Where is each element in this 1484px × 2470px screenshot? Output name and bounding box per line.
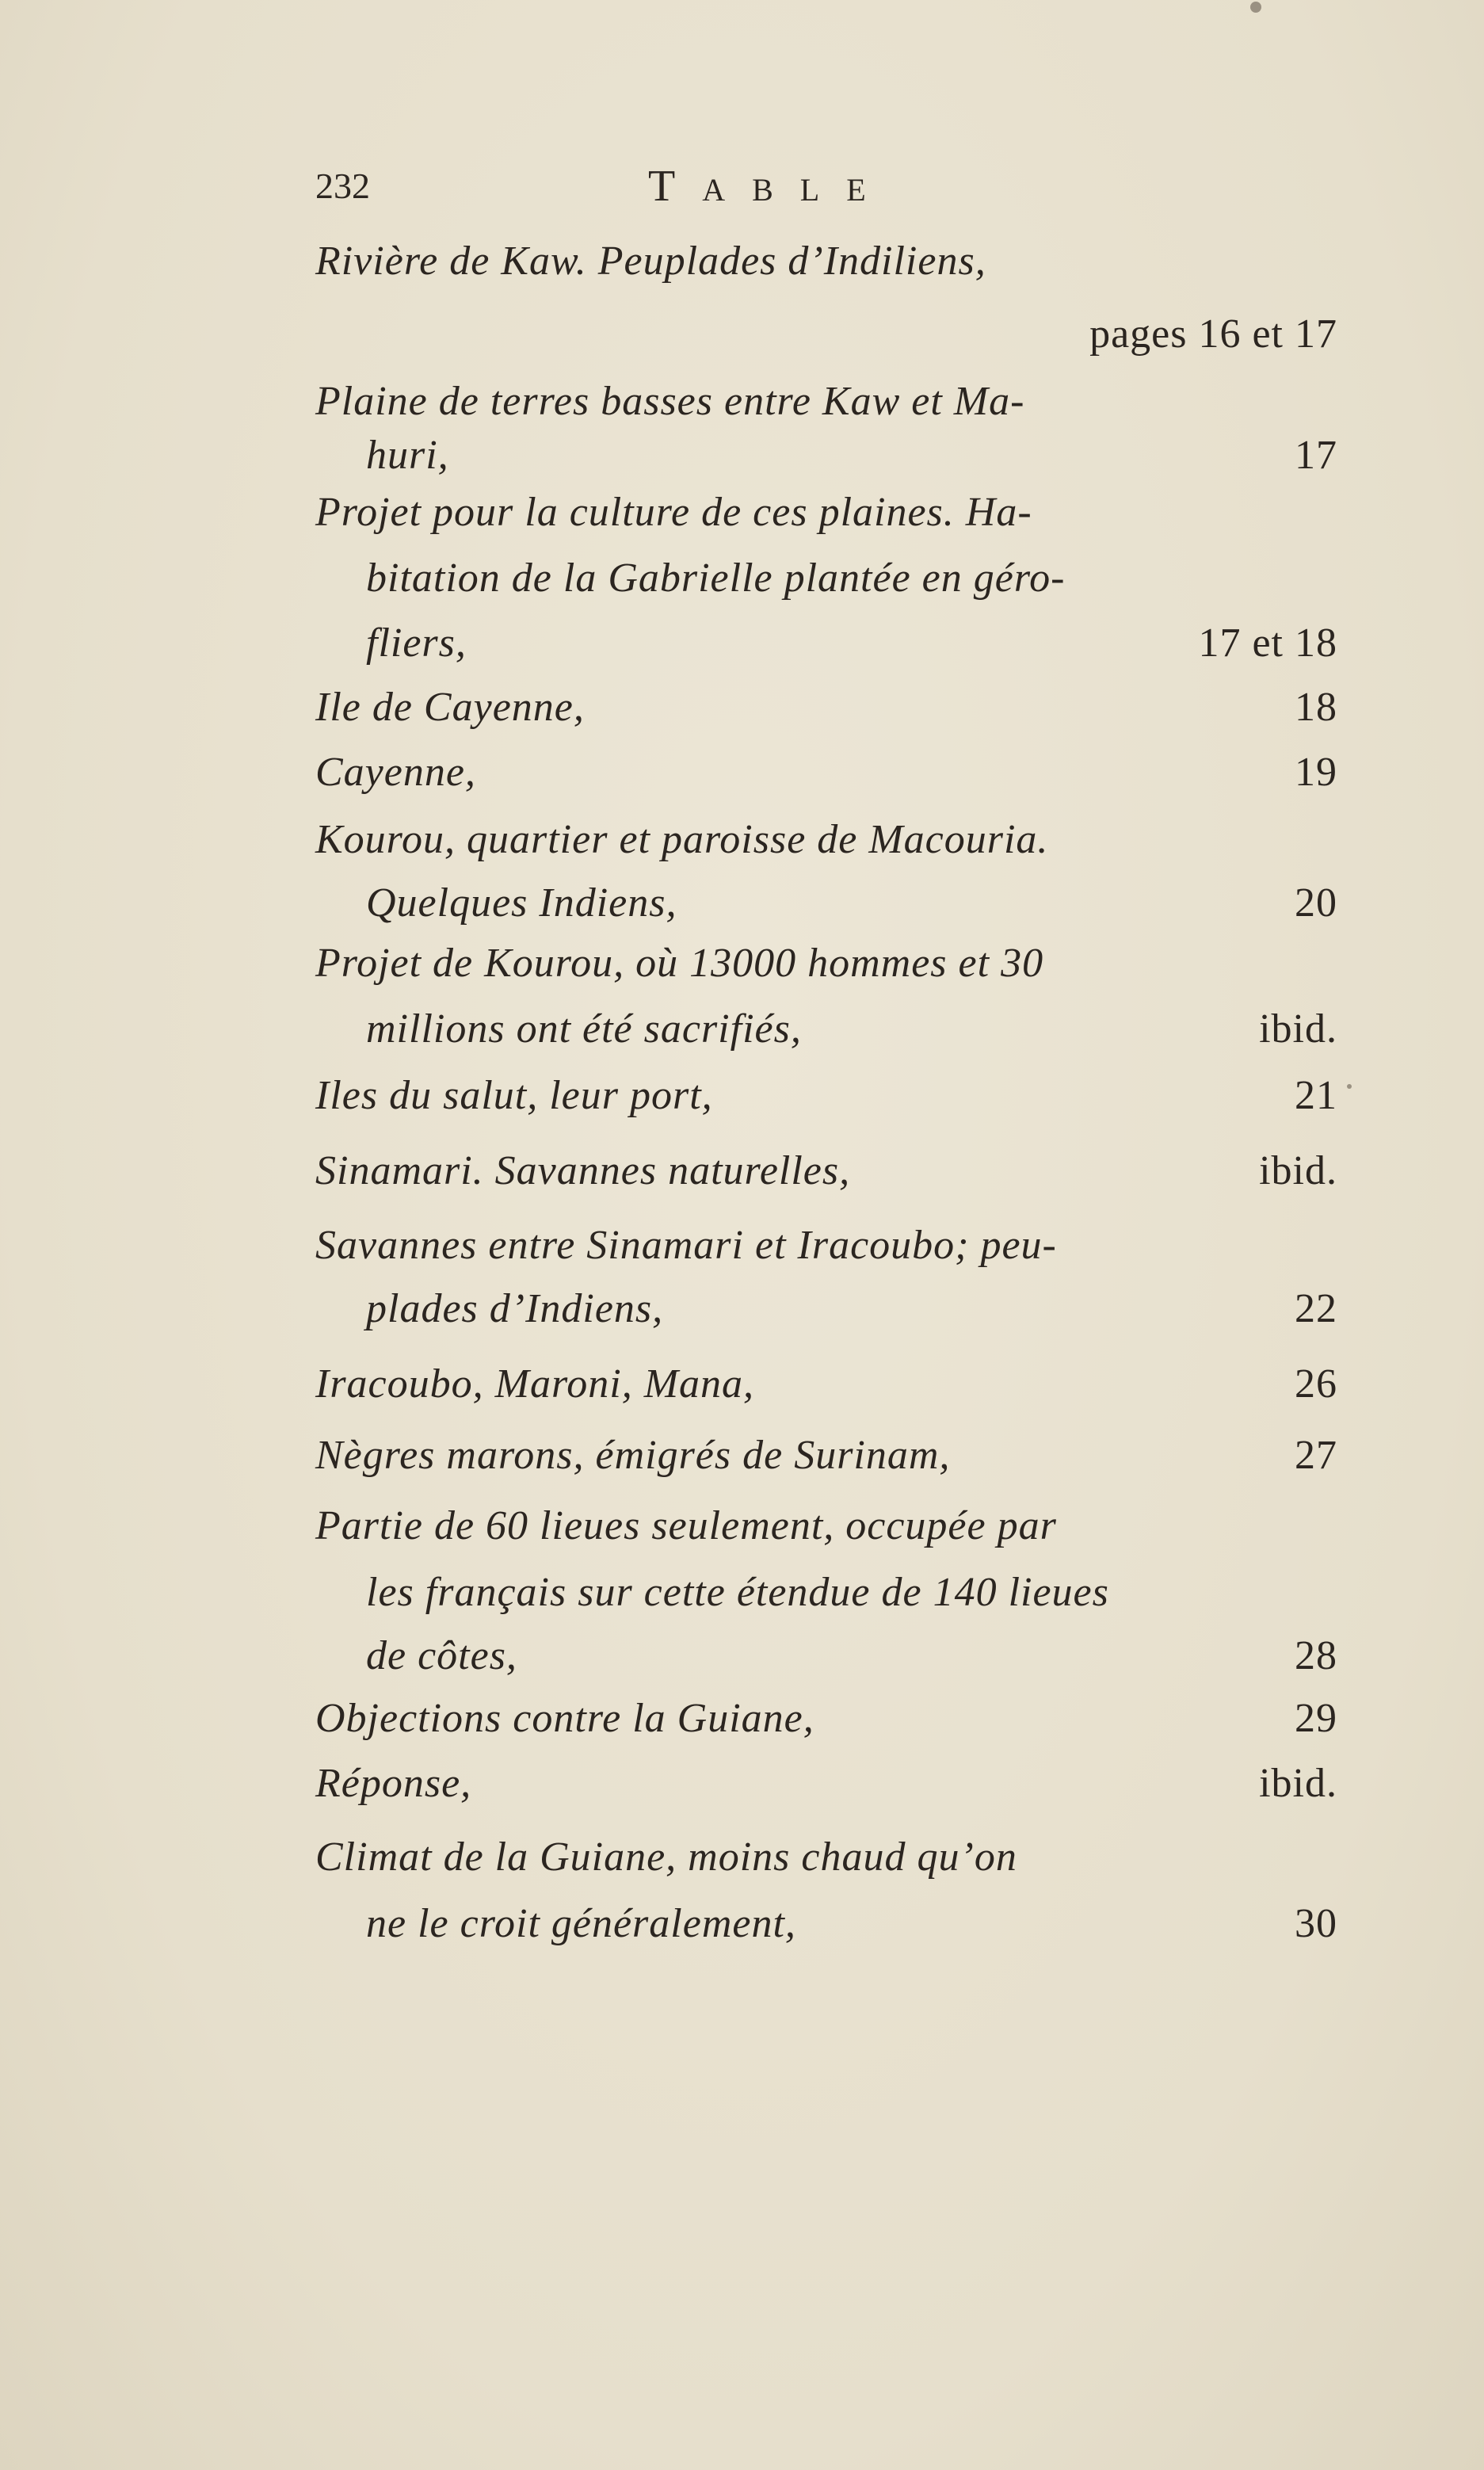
entry-text: bitation de la Gabrielle plantée en géro- <box>366 555 1066 601</box>
page-ref: 18 <box>1295 685 1337 730</box>
index-line <box>366 424 1337 487</box>
entry-text: millions ont été sacrifiés, <box>366 1006 802 1052</box>
title-initial: T <box>648 162 703 211</box>
entry-text: Quelques Indiens, <box>366 880 677 926</box>
index-line <box>315 1064 1337 1128</box>
page-ref: pages 16 et 17 <box>1089 311 1337 357</box>
index-line <box>315 1752 1337 1815</box>
entry-text: Rivière de Kaw. Peuplades d’Indiliens, <box>315 239 986 284</box>
page-ref: 17 et 18 <box>1198 620 1337 666</box>
entry-text: Réponse, <box>315 1761 472 1806</box>
entry-text: Cayenne, <box>315 750 476 795</box>
page-ref: 22 <box>1295 1286 1337 1331</box>
index-line <box>315 1826 1337 1889</box>
index-line <box>315 808 1337 872</box>
index-line <box>315 741 1337 804</box>
entry-text: Partie de 60 lieues seulement, occupée par <box>315 1503 1057 1548</box>
entry-text: Climat de la Guiane, moins chaud qu’on <box>315 1834 1017 1880</box>
page-title <box>648 158 893 218</box>
entry-text: huri, <box>366 433 449 478</box>
page-ref: 26 <box>1295 1361 1337 1407</box>
entry-text: plades d’Indiens, <box>366 1286 664 1331</box>
index-line <box>315 1214 1337 1277</box>
entry-text: Iracoubo, Maroni, Mana, <box>315 1361 755 1407</box>
page-ref: 21 <box>1295 1073 1337 1118</box>
page-ref: 27 <box>1295 1433 1337 1478</box>
title-rest: ABLE <box>702 172 893 208</box>
index-line <box>366 1892 1337 1956</box>
entry-text: fliers, <box>366 620 467 666</box>
page-ref: ibid. <box>1259 1761 1337 1806</box>
index-line <box>315 1353 1337 1416</box>
page-ref: 29 <box>1295 1696 1337 1741</box>
index-line <box>366 1561 1337 1624</box>
entry-text: ne le croit généralement, <box>366 1901 796 1946</box>
entry-text: Objections contre la Guiane, <box>315 1696 814 1741</box>
index-line <box>366 547 1337 610</box>
index-line <box>315 481 1337 544</box>
paper-speck <box>1250 2 1261 13</box>
index-line <box>315 1424 1337 1487</box>
entry-text: Projet pour la culture de ces plaines. Ha- <box>315 490 1032 535</box>
paper-speck <box>1347 1084 1352 1089</box>
index-line <box>366 998 1337 1061</box>
page-number: 232 <box>315 166 370 206</box>
entry-text: Ile de Cayenne, <box>315 685 585 730</box>
entry-text: de côtes, <box>366 1633 517 1678</box>
index-line <box>315 1687 1337 1750</box>
index-line <box>315 303 1337 366</box>
entry-text: Savannes entre Sinamari et Iracoubo; peu- <box>315 1223 1057 1268</box>
index-line <box>315 1495 1337 1558</box>
index-line <box>366 1624 1337 1688</box>
index-line <box>315 932 1337 995</box>
index-line <box>366 872 1337 935</box>
page-ref: 19 <box>1295 750 1337 795</box>
page-ref: 28 <box>1295 1633 1337 1678</box>
entry-text: les français sur cette étendue de 140 lieues <box>366 1570 1109 1615</box>
page-ref: 20 <box>1295 880 1337 926</box>
entry-text: Sinamari. Savannes naturelles, <box>315 1148 851 1193</box>
running-header <box>315 158 893 214</box>
entry-text: Nègres marons, émigrés de Surinam, <box>315 1433 951 1478</box>
index-line <box>315 676 1337 739</box>
entry-text: Projet de Kourou, où 13000 hommes et 30 <box>315 941 1044 986</box>
page-ref: 30 <box>1295 1901 1337 1946</box>
entry-text: Iles du salut, leur port, <box>315 1073 713 1118</box>
index-line <box>366 1277 1337 1341</box>
index-line <box>366 612 1337 675</box>
page-ref: 17 <box>1295 433 1337 478</box>
entry-text: Kourou, quartier et paroisse de Macouria. <box>315 817 1049 862</box>
index-line <box>315 1140 1337 1203</box>
index-line <box>315 230 1337 293</box>
page-ref: ibid. <box>1259 1006 1337 1052</box>
entry-text: Plaine de terres basses entre Kaw et Ma- <box>315 379 1025 424</box>
page-ref: ibid. <box>1259 1148 1337 1193</box>
